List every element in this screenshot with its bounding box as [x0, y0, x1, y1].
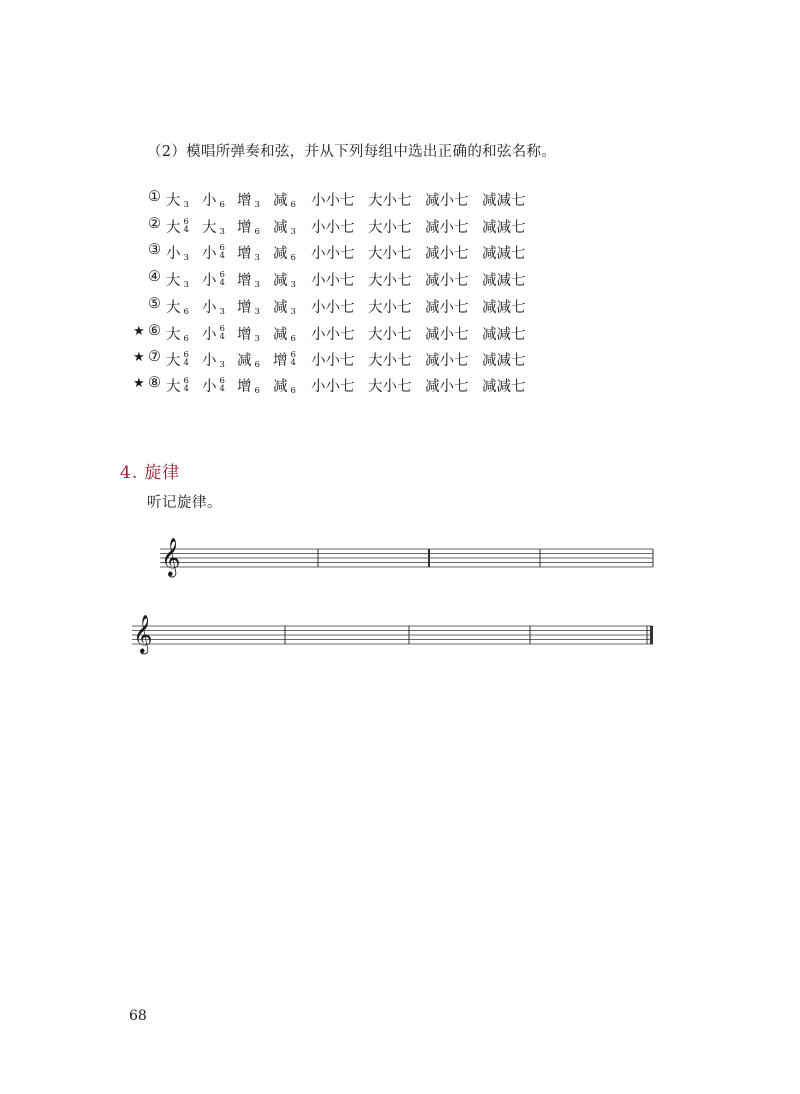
chord-name: 减减七: [482, 379, 526, 395]
section-instruction: 听记旋律。: [147, 495, 222, 511]
group-number: ②: [148, 216, 161, 232]
chord-name: 减减七: [482, 273, 526, 289]
chord-subscript: 6: [290, 253, 296, 263]
chord-subscript: 6: [254, 386, 260, 396]
inversion-figure: 6 4: [219, 270, 225, 288]
treble-clef-icon: 𝄞: [161, 537, 181, 576]
inversion-figure: 6 4: [219, 243, 225, 261]
chord-name: 小小七: [311, 327, 355, 343]
chord-subscript: 3: [219, 360, 225, 370]
section-title: 旋律: [144, 463, 181, 483]
inversion-figure: 6 4: [290, 350, 296, 368]
chord-name: 小: [202, 327, 217, 343]
star-icon: ★: [133, 324, 145, 339]
group-number: ④: [148, 269, 161, 285]
chord-name: 大小七: [368, 220, 412, 236]
chord-name: 大: [166, 327, 181, 343]
chord-name: 增: [237, 273, 252, 289]
chord-name: 大小七: [368, 353, 412, 369]
chord-name: 减减七: [482, 246, 526, 262]
chord-name: 减: [273, 300, 288, 316]
staff-2: [132, 614, 653, 655]
chord-subscript: 3: [183, 200, 189, 210]
chord-name: 小小七: [311, 246, 355, 262]
chord-subscript: 3: [290, 307, 296, 317]
chord-subscript: 6: [254, 227, 260, 237]
chord-subscript: 3: [183, 280, 189, 290]
chord-subscript: 3: [254, 253, 260, 263]
chord-name: 减减七: [482, 193, 526, 209]
chord-name: 大小七: [368, 246, 412, 262]
page-number: 68: [129, 1008, 147, 1024]
chord-name: 大: [166, 379, 181, 395]
chord-name: 小小七: [311, 300, 355, 316]
chord-name: 增: [237, 327, 252, 343]
chord-name: 小: [202, 273, 217, 289]
chord-name: 减: [273, 327, 288, 343]
chord-name: 增: [237, 379, 252, 395]
inversion-figure: 6 4: [219, 376, 225, 394]
chord-name: 减减七: [482, 353, 526, 369]
chord-subscript: 3: [290, 227, 296, 237]
star-icon: ★: [133, 350, 145, 365]
chord-name: 减: [273, 246, 288, 262]
chord-name: 减: [273, 193, 288, 209]
inversion-figure: 6 4: [183, 217, 189, 235]
chord-name: 减: [273, 220, 288, 236]
chord-subscript: 3: [254, 200, 260, 210]
chord-name: 大: [166, 353, 181, 369]
chord-name: 减小七: [425, 220, 469, 236]
chord-name: 减小七: [425, 353, 469, 369]
chord-name: 减: [273, 379, 288, 395]
chord-name: 小: [202, 353, 217, 369]
chord-name: 大小七: [368, 300, 412, 316]
chord-name: 小小七: [311, 193, 355, 209]
chord-name: 减小七: [425, 327, 469, 343]
chord-subscript: 3: [290, 280, 296, 290]
chord-name: 减: [237, 353, 252, 369]
inversion-figure: 6 4: [183, 350, 189, 368]
chord-name: 减: [273, 273, 288, 289]
staff-1: [160, 537, 653, 578]
chord-subscript: 3: [254, 334, 260, 344]
group-number: ⑦: [148, 349, 161, 365]
chord-subscript: 3: [254, 280, 260, 290]
chord-subscript: 3: [183, 253, 189, 263]
section-number: 4.: [120, 463, 139, 483]
chord-name: 大小七: [368, 327, 412, 343]
chord-name: 大: [166, 193, 181, 209]
chord-subscript: 6: [290, 200, 296, 210]
group-number: ⑥: [148, 323, 161, 339]
chord-subscript: 3: [219, 227, 225, 237]
chord-name: 小: [166, 246, 181, 262]
chord-name: 增: [237, 193, 252, 209]
chord-name: 大: [202, 220, 217, 236]
chord-name: 减减七: [482, 220, 526, 236]
star-icon: ★: [133, 376, 145, 391]
chord-name: 减小七: [425, 273, 469, 289]
chord-subscript: 3: [254, 307, 260, 317]
inversion-figure: 6 4: [183, 376, 189, 394]
group-number: ⑧: [148, 375, 161, 391]
chord-name: 小小七: [311, 379, 355, 395]
chord-subscript: 3: [219, 307, 225, 317]
chord-name: 减减七: [482, 327, 526, 343]
chord-name: 减小七: [425, 246, 469, 262]
chord-name: 大: [166, 220, 181, 236]
group-number: ①: [148, 189, 161, 205]
chord-subscript: 6: [290, 386, 296, 396]
chord-name: 小: [202, 300, 217, 316]
chord-name: 小: [202, 193, 217, 209]
chord-subscript: 6: [183, 334, 189, 344]
chord-name: 小小七: [311, 353, 355, 369]
chord-name: 小小七: [311, 220, 355, 236]
chord-subscript: 6: [183, 307, 189, 317]
chord-name: 减小七: [425, 193, 469, 209]
group-number: ③: [148, 242, 161, 258]
chord-subscript: 6: [290, 334, 296, 344]
instruction-text: （2）模唱所弹奏和弦，并从下列每组中选出正确的和弦名称。: [147, 144, 557, 160]
chord-name: 增: [237, 220, 252, 236]
chord-name: 大: [166, 300, 181, 316]
chord-name: 增: [237, 246, 252, 262]
chord-name: 小小七: [311, 273, 355, 289]
chord-subscript: 6: [254, 360, 260, 370]
chord-name: 小: [202, 246, 217, 262]
chord-name: 大小七: [368, 379, 412, 395]
chord-name: 减小七: [425, 300, 469, 316]
treble-clef-icon: 𝄞: [133, 614, 153, 653]
chord-name: 大小七: [368, 273, 412, 289]
chord-name: 增: [273, 353, 288, 369]
chord-name: 大: [166, 273, 181, 289]
chord-subscript: 6: [219, 200, 225, 210]
chord-name: 小: [202, 379, 217, 395]
chord-name: 增: [237, 300, 252, 316]
chord-name: 减小七: [425, 379, 469, 395]
chord-name: 大小七: [368, 193, 412, 209]
inversion-figure: 6 4: [219, 324, 225, 342]
group-number: ⑤: [148, 296, 161, 312]
chord-name: 减减七: [482, 300, 526, 316]
